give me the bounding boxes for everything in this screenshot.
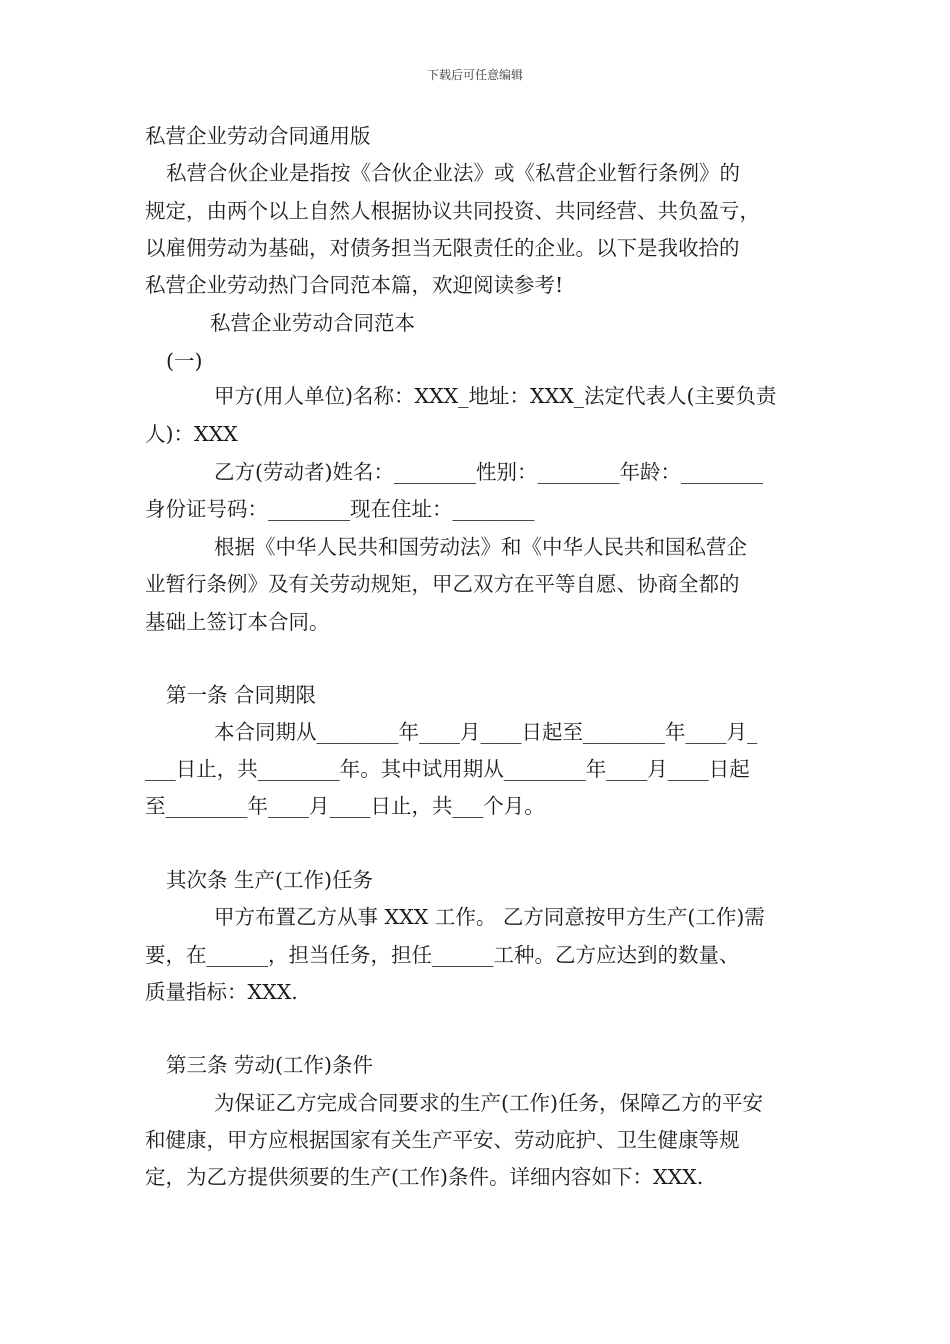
section-title: 私营企业劳动合同范本 [210, 311, 415, 335]
article-1-line-1: 本合同期从________年____月____日起至________年____月_ [214, 720, 758, 744]
article-3-line-2: 和健康，甲方应根据国家有关生产平安、劳动庇护、卫生健康等规 [145, 1128, 740, 1152]
intro-line-4: 私营企业劳动热门合同范本篇，欢迎阅读参考! [145, 273, 564, 297]
article-2-title: 其次条 生产(工作)任务 [166, 868, 374, 892]
article-2-line-1: 甲方布置乙方从事 XXX 工作。 乙方同意按甲方生产(工作)需 [214, 905, 765, 929]
basis-line-3: 基础上签订本合同。 [145, 610, 330, 634]
intro-line-1: 私营合伙企业是指按《合伙企业法》或《私营企业暂行条例》的 [166, 161, 740, 185]
article-3-title: 第三条 劳动(工作)条件 [166, 1053, 374, 1077]
party-b-line-1: 乙方(劳动者)姓名：________性别：________年龄：________ [214, 460, 763, 484]
doc-title: 私营企业劳动合同通用版 [145, 124, 371, 148]
article-3-line-1: 为保证乙方完成合同要求的生产(工作)任务，保障乙方的平安 [214, 1091, 763, 1115]
article-2-line-2: 要，在______，担当任务，担任______工种。乙方应达到的数量、 [145, 943, 740, 967]
intro-line-2: 规定，由两个以上自然人根据协议共同投资、共同经营、共负盈亏， [145, 199, 760, 223]
intro-line-3: 以雇佣劳动为基础，对债务担当无限责任的企业。以下是我收拾的 [145, 236, 740, 260]
party-a-line-2: 人)：XXX [145, 422, 238, 446]
article-3-line-3: 定，为乙方提供须要的生产(工作)条件。详细内容如下：XXX. [145, 1165, 704, 1189]
basis-line-1: 根据《中华人民共和国劳动法》和《中华人民共和国私营企 [214, 535, 747, 559]
part-number: (一) [166, 349, 203, 373]
party-a-line-1: 甲方(用人单位)名称：XXX_地址：XXX_法定代表人(主要负责 [214, 384, 777, 408]
party-b-line-2: 身份证号码：________现在住址：________ [145, 497, 535, 521]
article-2-line-3: 质量指标：XXX. [145, 980, 298, 1004]
header-note: 下载后可任意编辑 [426, 68, 523, 82]
basis-line-2: 业暂行条例》及有关劳动规矩，甲乙双方在平等自愿、协商全都的 [145, 572, 740, 596]
article-1-title: 第一条 合同期限 [166, 683, 317, 707]
article-1-line-3: 至________年____月____日止，共___个月。 [145, 794, 545, 818]
article-1-line-2: ___日止，共________年。其中试用期从________年____月____日起 [145, 757, 750, 781]
